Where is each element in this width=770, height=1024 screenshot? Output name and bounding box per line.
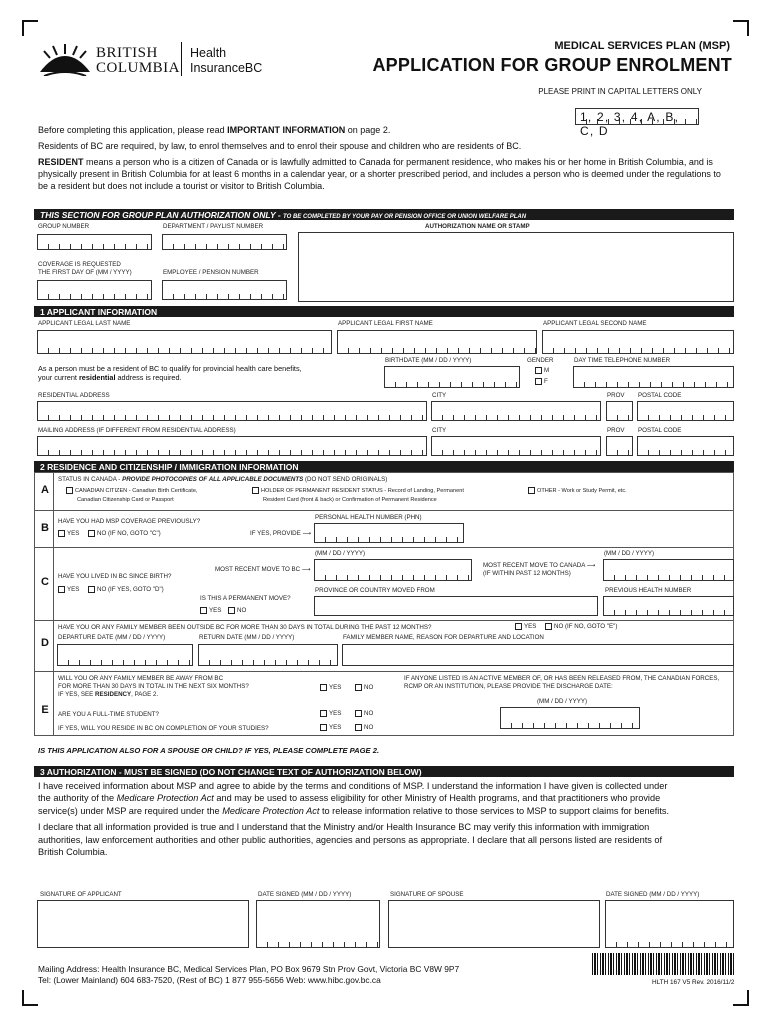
bc-logo [38,40,268,80]
e2-no[interactable]: NO [355,710,373,717]
b-no[interactable]: NO (IF NO, GOTO "C") [88,530,161,537]
authorization-text: I have received information about MSP and agree to abide by the terms and conditions of MSP. I understand the information I have given is collected under the authority of the Medicare Protection Act and may be used to assess eligibility for other Ministry of Health programs, and that practitioners who provide service(s) under MSP are required under the Medicare Protection Act to release information relative to those services to MSP to support claims for benefits. I declare that all information provided is true and I understand that the Ministry and/or Health Insurance BC may verify this information with immigration authorities, law enforcement authorities and other public authorities, agencies and persons as appropriate. I declare that all persons listed are residents of British Columbia. [38,781,670,858]
logo-columbia: COLUMBIA [96,60,181,76]
barcode-icon [592,953,735,975]
b-yes[interactable]: YES [58,530,79,537]
mail-address-field[interactable] [37,436,427,456]
family-name-field[interactable] [342,644,734,666]
auth-stamp-field[interactable] [298,232,734,302]
spouse-question: IS THIS APPLICATION ALSO FOR A SPOUSE OR CHILD? IF YES, PLEASE COMPLETE PAGE 2. [38,746,380,755]
intro-p1: Before completing this application, please read IMPORTANT INFORMATION on page 2. [38,125,391,135]
department-label: DEPARTMENT / PAYLIST NUMBER [163,223,264,230]
letter-b: B [41,522,49,534]
res-city-field[interactable] [431,401,601,421]
logo-health: Health [190,46,227,60]
last-name-label: APPLICANT LEGAL LAST NAME [38,320,131,327]
postal-label: POSTAL CODE [638,392,682,399]
b-question: HAVE YOU HAD MSP COVERAGE PREVIOUSLY? [58,518,201,525]
other-option[interactable]: OTHER - Work or Study Permit, etc. [528,487,627,494]
citizen-option[interactable]: CANADIAN CITIZEN - Canadian Birth Certificate, Canadian Citizenship Card or Passport [66,487,197,505]
intro-p3: RESIDENT means a person who is a citizen of Canada or is lawfully admitted to Canada for permanent residence, who makes his or her home in British Columbia, and is physically present in British Columbia for at least 6 months in a calendar year, or a shorter prescribed period, and includes a person who is deemed under the regulations to be a resident but does not include a tourist or visitor to British Columbia. [38,157,721,191]
e1-no[interactable]: NO [355,684,373,691]
footer-address: Mailing Address: Health Insurance BC, Medical Services Plan, PO Box 9679 Stn Prov Govt, Victoria BC V8W 9P7 Tel: (Lower Mainland) 604 683-7520, (Rest of BC) 1 877 955-5656 Web: www.hibc.gov.bc.ca [38,964,460,985]
group-section-bar: THIS SECTION FOR GROUP PLAN AUTHORIZATION ONLY - TO BE COMPLETED BY YOUR PAY OR PENSION OFFICE OR UNION WELFARE PLAN [34,209,734,220]
birthdate-field[interactable] [384,366,520,388]
bc-sun-logo-icon [38,42,92,76]
form-id: HLTH 167 V5 Rev. 2016/11/2 [652,979,735,986]
c-question: HAVE YOU LIVED IN BC SINCE BIRTH? [58,573,172,580]
phn-field[interactable] [314,523,464,543]
mail-city-field[interactable] [431,436,601,456]
letter-a: A [41,484,49,496]
perm-yes[interactable]: YES [200,607,221,614]
sig-spouse-field[interactable] [388,900,600,948]
logo-british: BRITISH [96,45,158,61]
c-no[interactable]: NO (IF YES, GOTO "D") [88,586,164,593]
res-address-label: RESIDENTIAL ADDRESS [38,392,110,399]
second-name-field[interactable] [542,330,734,354]
return-field[interactable] [198,644,338,666]
phone-label: DAY TIME TELEPHONE NUMBER [574,357,671,364]
letter-d: D [41,637,49,649]
mail-postal-field[interactable] [637,436,734,456]
d-yes[interactable]: YES [515,623,536,630]
mail-prov-field[interactable] [606,436,633,456]
sig-spouse-label: SIGNATURE OF SPOUSE [390,891,464,898]
e-question1: WILL YOU OR ANY FAMILY MEMBER BE AWAY FROM BC FOR MORE THAN 30 DAYS IN TOTAL IN THE NEXT SIX MONTHS? IF YES, SEE RESIDENCY, PAGE 2. [58,675,249,698]
auth-name-label: AUTHORIZATION NAME OR STAMP [425,223,530,230]
mail-prov-label: PROV [607,427,625,434]
mail-city-label: CITY [432,427,447,434]
intro-p2: Residents of BC are required, by law, to enrol themselves and to enrol their spouse and children who are residents of BC. [38,141,522,151]
letter-c: C [41,576,49,588]
first-name-field[interactable] [337,330,537,354]
last-name-field[interactable] [37,330,332,354]
return-label: RETURN DATE (MM / DD / YYYY) [199,634,295,641]
c-yes[interactable]: YES [58,586,79,593]
group-number-label: GROUP NUMBER [38,223,90,230]
e1-yes[interactable]: YES [320,684,341,691]
applicant-section-bar: 1 APPLICANT INFORMATION [34,306,734,317]
e3-no[interactable]: NO [355,724,373,731]
perm-no[interactable]: NO [228,607,246,614]
e-question2: ARE YOU A FULL-TIME STUDENT? [58,711,159,718]
date2-field[interactable] [605,900,734,948]
coverage-field[interactable] [37,280,152,300]
department-field[interactable] [162,234,287,250]
prev-phn-label: PREVIOUS HEALTH NUMBER [605,587,692,594]
d-no[interactable]: NO (IF NO, GOTO "E") [545,623,617,630]
mail-address-label: MAILING ADDRESS (IF DIFFERENT FROM RESIDENTIAL ADDRESS) [38,427,236,434]
birthdate-label: BIRTHDATE (MM / DD / YYYY) [385,357,472,364]
bc-move-date-field[interactable] [314,559,472,581]
resident-note: As a person must be a resident of BC to qualify for provincial health care benefits, your current residential address is required. [38,364,302,382]
gender-f[interactable]: F [535,378,548,385]
group-number-field[interactable] [37,234,152,250]
date2-label: DATE SIGNED (MM / DD / YYYY) [606,891,700,898]
residence-section-bar: 2 RESIDENCE AND CITIZENSHIP / IMMIGRATION INFORMATION [34,461,734,472]
city-label: CITY [432,392,447,399]
prev-phn-field[interactable] [603,596,734,616]
res-prov-field[interactable] [606,401,633,421]
employee-label: EMPLOYEE / PENSION NUMBER [163,269,259,276]
d-question: HAVE YOU OR ANY FAMILY MEMBER BEEN OUTSIDE BC FOR MORE THAN 30 DAYS IN TOTAL DURING THE PAST 12 MONTHS? [58,624,432,631]
ca-move-date-label: (MM / DD / YYYY) [604,550,655,557]
gender-label: GENDER [527,357,554,364]
arrow-right-icon: ⟶ [302,530,312,537]
date1-label: DATE SIGNED (MM / DD / YYYY) [258,891,352,898]
prov-label: PROV [607,392,625,399]
prov-moved-label: PROVINCE OR COUNTRY MOVED FROM [315,587,435,594]
ca-move-date-field[interactable] [603,559,734,581]
arrow-right-icon: ⟶ [586,562,596,569]
discharge-date-label: (MM / DD / YYYY) [537,698,588,705]
date1-field[interactable] [256,900,380,948]
mail-postal-label: POSTAL CODE [638,427,682,434]
res-address-field[interactable] [37,401,427,421]
if-yes-provide: IF YES, PROVIDE ⟶ [250,530,312,537]
recent-ca-label: MOST RECENT MOVE TO CANADA ⟶ (IF WITHIN PAST 12 MONTHS) [483,562,596,577]
discharge-date-field[interactable] [500,707,640,729]
second-name-label: APPLICANT LEGAL SECOND NAME [543,320,647,327]
coverage-label: COVERAGE IS REQUESTED THE FIRST DAY OF (MM / YYYY) [38,261,132,276]
e2-yes[interactable]: YES [320,710,341,717]
phone-field[interactable] [573,366,734,388]
sig-applicant-field[interactable] [37,900,249,948]
arrow-right-icon: ⟶ [301,566,311,573]
program-name: MEDICAL SERVICES PLAN (MSP) [554,40,730,52]
departure-field[interactable] [57,644,193,666]
e3-yes[interactable]: YES [320,724,341,731]
bc-move-date-label: (MM / DD / YYYY) [315,550,366,557]
letter-e: E [41,704,49,716]
first-name-label: APPLICANT LEGAL FIRST NAME [338,320,433,327]
sample-letters: 1, 2, 3, 4, A, B, C, D [575,108,699,125]
forces-label: IF ANYONE LISTED IS AN ACTIVE MEMBER OF, OR HAS BEEN RELEASED FROM, THE CANADIAN FORCES, RCMP OR AN INSTITUTION, PLEASE PROVIDE THE DISCHARGE DATE: [404,675,720,690]
logo-insurancebc: InsuranceBC [190,61,263,75]
print-note: PLEASE PRINT IN CAPITAL LETTERS ONLY [538,87,702,96]
res-postal-field[interactable] [637,401,734,421]
status-label: STATUS IN CANADA - PROVIDE PHOTOCOPIES OF ALL APPLICABLE DOCUMENTS (DO NOT SEND ORIGINALS) [58,476,388,483]
family-name-label: FAMILY MEMBER NAME, REASON FOR DEPARTURE AND LOCATION [343,634,544,641]
pr-option[interactable]: HOLDER OF PERMANENT RESIDENT STATUS - Record of Landing, Permanent Resident Card (front & back) or Confirmation of Permanent Residence [252,487,464,505]
perm-question: IS THIS A PERMANENT MOVE? [200,595,291,602]
prov-moved-field[interactable] [314,596,598,616]
gender-m[interactable]: M [535,367,549,374]
recent-bc-label: MOST RECENT MOVE TO BC ⟶ [215,566,311,573]
phn-label: PERSONAL HEALTH NUMBER (PHN) [315,514,422,521]
sig-applicant-label: SIGNATURE OF APPLICANT [40,891,122,898]
authorization-section-bar: 3 AUTHORIZATION - MUST BE SIGNED (DO NOT CHANGE TEXT OF AUTHORIZATION BELOW) [34,766,734,777]
form-title: APPLICATION FOR GROUP ENROLMENT [372,55,732,75]
employee-field[interactable] [162,280,287,300]
departure-label: DEPARTURE DATE (MM / DD / YYYY) [58,634,166,641]
e-question3: IF YES, WILL YOU RESIDE IN BC ON COMPLETION OF YOUR STUDIES? [58,725,269,732]
